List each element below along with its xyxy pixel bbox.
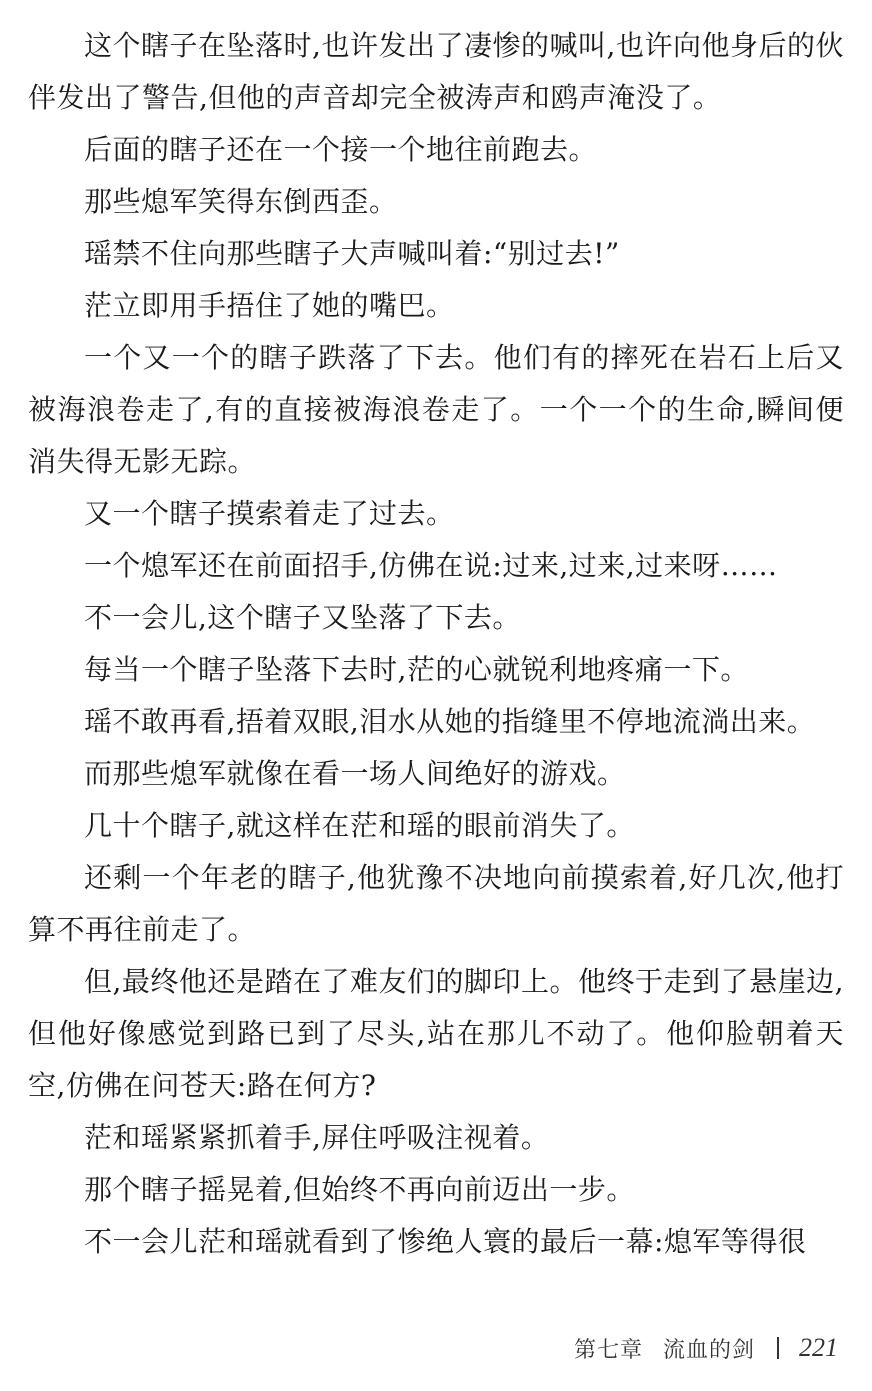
paragraph-11: 瑶不敢再看,捂着双眼,泪水从她的指缝里不停地流淌出来。 — [84, 705, 816, 738]
page-number: 221 — [799, 1333, 838, 1362]
paragraph-14: 还剩一个年老的瞎子,他犹豫不决地向前摸索着,好几次,他打算不再往前走了。 — [28, 861, 844, 946]
paragraph-16: 茫和瑶紧紧抓着手,屏住呼吸注视着。 — [84, 1121, 550, 1154]
paragraph-9: 不一会儿,这个瞎子又坠落了下去。 — [84, 601, 521, 634]
page-footer — [574, 1328, 838, 1368]
paragraph-5: 茫立即用手捂住了她的嘴巴。 — [84, 289, 455, 322]
paragraph-15: 但,最终他还是踏在了难友们的脚印上。他终于走到了悬崖边,但他好像感觉到路已到了尽头,站在那儿不动了。他仰脸朝着天空,仿佛在问苍天:路在何方? — [28, 965, 844, 1102]
paragraph-10: 每当一个瞎子坠落下去时,茫的心就锐利地疼痛一下。 — [84, 653, 749, 686]
paragraph-3: 那些熄军笑得东倒西歪。 — [84, 185, 398, 218]
paragraph-1: 这个瞎子在坠落时,也许发出了凄惨的喊叫,也许向他身后的伙伴发出了警告,但他的声音却完全被涛声和鸥声淹没了。 — [28, 29, 844, 114]
page-body — [28, 20, 844, 1268]
paragraph-17: 那个瞎子摇晃着,但始终不再向前迈出一步。 — [84, 1173, 635, 1206]
paragraph-6: 一个又一个的瞎子跌落了下去。他们有的摔死在岩石上后又被海浪卷走了,有的直接被海浪卷走了。一个一个的生命,瞬间便消失得无影无踪。 — [28, 341, 844, 478]
chapter-title: 流血的剑 — [662, 1337, 755, 1363]
paragraph-8: 一个熄军还在前面招手,仿佛在说:过来,过来,过来呀…… — [84, 549, 778, 582]
chapter-label: 第七章 — [573, 1337, 643, 1363]
footer-divider — [777, 1337, 779, 1359]
paragraph-18: 不一会儿茫和瑶就看到了惨绝人寰的最后一幕:熄军等得很 — [84, 1225, 807, 1258]
paragraph-2: 后面的瞎子还在一个接一个地往前跑去。 — [84, 133, 598, 166]
paragraph-4: 瑶禁不住向那些瞎子大声喊叫着:“别过去!” — [84, 237, 620, 270]
paragraph-7: 又一个瞎子摸索着走了过去。 — [84, 497, 455, 530]
paragraph-12: 而那些熄军就像在看一场人间绝好的游戏。 — [84, 757, 626, 790]
paragraph-13: 几十个瞎子,就这样在茫和瑶的眼前消失了。 — [84, 809, 635, 842]
